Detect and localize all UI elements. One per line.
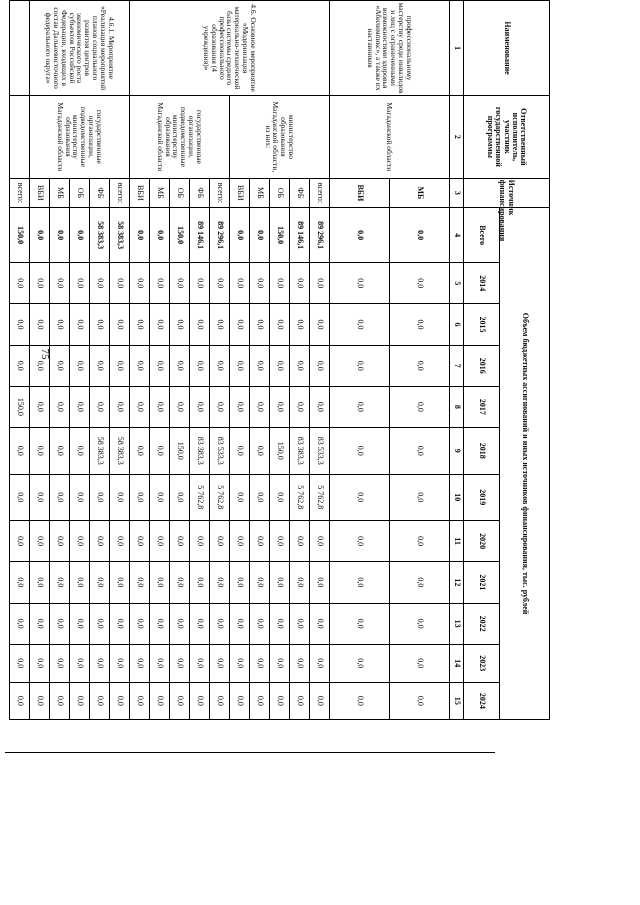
value-cell: 0,0 <box>230 474 250 521</box>
value-cell: 0,0 <box>310 562 330 603</box>
value-cell: 5 762,8 <box>310 474 330 521</box>
header-year: 2023 <box>464 644 500 682</box>
value-cell: 0,0 <box>330 345 390 386</box>
table-row <box>110 1 130 720</box>
header-total: Всего <box>464 208 500 263</box>
source-cell: всего: <box>10 178 30 208</box>
value-cell: 0,0 <box>70 263 90 304</box>
value-cell: 0,0 <box>150 428 170 475</box>
value-cell: 0,0 <box>330 428 390 475</box>
value-cell: 0,0 <box>10 521 30 562</box>
value-cell: 0,0 <box>70 304 90 345</box>
source-cell: ОБ <box>270 178 290 208</box>
value-cell: 0,0 <box>90 521 110 562</box>
source-cell: всего: <box>210 178 230 208</box>
budget-table <box>9 0 550 720</box>
value-cell: 0,0 <box>250 474 270 521</box>
value-cell: 0,0 <box>210 562 230 603</box>
value-cell: 0,0 <box>50 304 70 345</box>
source-cell: всего: <box>110 178 130 208</box>
value-cell: 5 762,8 <box>290 474 310 521</box>
value-cell: 58 383,3 <box>110 428 130 475</box>
item-name: 4.6.1. Мероприятие «Реализация мероприятий планов социального развития центров экономического роста субъектов Российской Федерации, входящих в состав Дальневосточного федерального округа» <box>30 1 130 96</box>
value-cell: 0,0 <box>190 644 210 682</box>
value-cell: 0,0 <box>250 208 270 263</box>
value-cell: 0,0 <box>190 263 210 304</box>
value-cell: 0,0 <box>270 682 290 719</box>
header-year: 2019 <box>464 474 500 521</box>
value-cell: 0,0 <box>110 345 130 386</box>
value-cell: 0,0 <box>250 682 270 719</box>
value-cell: 0,0 <box>270 474 290 521</box>
source-cell: ВБИ <box>330 178 390 208</box>
value-cell: 0,0 <box>90 562 110 603</box>
header-name: Наименование <box>464 1 550 96</box>
value-cell: 0,0 <box>90 345 110 386</box>
value-cell: 0,0 <box>270 562 290 603</box>
source-cell: ОБ <box>170 178 190 208</box>
value-cell: 0,0 <box>110 682 130 719</box>
value-cell: 0,0 <box>150 386 170 427</box>
value-cell: 0,0 <box>190 682 210 719</box>
value-cell: 0,0 <box>170 345 190 386</box>
value-cell: 0,0 <box>170 263 190 304</box>
value-cell: 0,0 <box>170 386 190 427</box>
empty-cell <box>10 96 30 178</box>
value-cell: 0,0 <box>210 345 230 386</box>
value-cell: 0,0 <box>90 603 110 644</box>
value-cell: 0,0 <box>330 474 390 521</box>
source-cell: МБ <box>50 178 70 208</box>
value-cell: 0,0 <box>110 304 130 345</box>
value-cell: 0,0 <box>330 386 390 427</box>
value-cell: 0,0 <box>10 474 30 521</box>
value-cell: 0,0 <box>250 263 270 304</box>
value-cell: 0,0 <box>230 562 250 603</box>
header-year: 2016 <box>464 345 500 386</box>
value-cell: 0,0 <box>310 603 330 644</box>
source-cell: ФБ <box>290 178 310 208</box>
value-cell: 0,0 <box>390 304 450 345</box>
value-cell: 0,0 <box>50 644 70 682</box>
value-cell: 0,0 <box>50 562 70 603</box>
value-cell: 150,0 <box>270 428 290 475</box>
value-cell: 0,0 <box>110 386 130 427</box>
value-cell: 89 146,1 <box>290 208 310 263</box>
value-cell: 0,0 <box>130 682 150 719</box>
value-cell: 0,0 <box>290 682 310 719</box>
value-cell: 0,0 <box>230 304 250 345</box>
value-cell: 0,0 <box>50 428 70 475</box>
column-number: 12 <box>450 562 464 603</box>
value-cell: 0,0 <box>250 603 270 644</box>
value-cell: 0,0 <box>390 208 450 263</box>
value-cell: 0,0 <box>30 474 50 521</box>
value-cell: 0,0 <box>290 521 310 562</box>
value-cell: 0,0 <box>390 428 450 475</box>
value-cell: 0,0 <box>10 644 30 682</box>
value-cell: 0,0 <box>30 521 50 562</box>
value-cell: 0,0 <box>290 345 310 386</box>
source-cell: МБ <box>150 178 170 208</box>
value-cell: 0,0 <box>30 386 50 427</box>
value-cell: 0,0 <box>30 644 50 682</box>
value-cell: 0,0 <box>270 263 290 304</box>
header-year: 2015 <box>464 304 500 345</box>
value-cell: 0,0 <box>230 603 250 644</box>
value-cell: 58 383,3 <box>110 208 130 263</box>
value-cell: 0,0 <box>210 304 230 345</box>
value-cell: 0,0 <box>50 208 70 263</box>
value-cell: 150,0 <box>270 208 290 263</box>
value-cell: 0,0 <box>130 208 150 263</box>
value-cell: 0,0 <box>310 521 330 562</box>
item-responsible: государственные организации, подведомственные министерству образования Магаданской области <box>30 96 130 178</box>
value-cell: 0,0 <box>50 682 70 719</box>
table-row <box>390 1 450 720</box>
item-name: 4.6. Основное мероприятие «Модернизация материально-технической базы системы среднего профессионального образования (4 учреждения)» <box>130 1 330 96</box>
value-cell: 0,0 <box>330 682 390 719</box>
empty-cell <box>10 1 30 96</box>
value-cell: 0,0 <box>150 208 170 263</box>
value-cell: 0,0 <box>170 474 190 521</box>
value-cell: 0,0 <box>250 644 270 682</box>
value-cell: 5 762,8 <box>190 474 210 521</box>
value-cell: 0,0 <box>30 428 50 475</box>
value-cell: 0,0 <box>150 474 170 521</box>
value-cell: 0,0 <box>70 682 90 719</box>
column-number: 10 <box>450 474 464 521</box>
value-cell: 0,0 <box>110 644 130 682</box>
value-cell: 0,0 <box>150 603 170 644</box>
value-cell: 0,0 <box>10 562 30 603</box>
value-cell: 0,0 <box>290 386 310 427</box>
value-cell: 0,0 <box>210 644 230 682</box>
value-cell: 0,0 <box>270 644 290 682</box>
value-cell: 0,0 <box>90 386 110 427</box>
value-cell: 0,0 <box>290 562 310 603</box>
header-volume: Объем бюджетных ассигнований и иных источников финансирования, тыс. рублей <box>500 208 550 720</box>
value-cell: 0,0 <box>70 644 90 682</box>
value-cell: 0,0 <box>390 345 450 386</box>
value-cell: 0,0 <box>150 521 170 562</box>
value-cell: 0,0 <box>130 603 150 644</box>
value-cell: 0,0 <box>250 386 270 427</box>
value-cell: 0,0 <box>290 603 310 644</box>
value-cell: 0,0 <box>110 603 130 644</box>
value-cell: 0,0 <box>90 304 110 345</box>
value-cell: 0,0 <box>170 682 190 719</box>
value-cell: 0,0 <box>90 644 110 682</box>
value-cell: 0,0 <box>310 644 330 682</box>
value-cell: 0,0 <box>270 386 290 427</box>
value-cell: 0,0 <box>10 304 30 345</box>
value-cell: 150,0 <box>10 386 30 427</box>
value-cell: 0,0 <box>330 521 390 562</box>
value-cell: 150,0 <box>170 208 190 263</box>
value-cell: 0,0 <box>190 603 210 644</box>
item-responsible: государственные организации, подведомственные министерству образования Магаданской области <box>130 96 230 178</box>
value-cell: 0,0 <box>270 345 290 386</box>
value-cell: 0,0 <box>230 682 250 719</box>
value-cell: 0,0 <box>250 428 270 475</box>
value-cell: 0,0 <box>90 474 110 521</box>
value-cell: 0,0 <box>310 386 330 427</box>
value-cell: 83 533,3 <box>210 428 230 475</box>
value-cell: 0,0 <box>50 345 70 386</box>
item-name: профессиональному мастерству среди инвалидов и лиц с ограниченными возможностями здоровья «Абилимпикс», а также их наставников <box>330 1 450 96</box>
value-cell: 0,0 <box>210 603 230 644</box>
column-number: 4 <box>450 208 464 263</box>
value-cell: 0,0 <box>290 304 310 345</box>
value-cell: 0,0 <box>330 644 390 682</box>
value-cell: 0,0 <box>170 562 190 603</box>
value-cell: 0,0 <box>10 603 30 644</box>
value-cell: 0,0 <box>70 345 90 386</box>
value-cell: 0,0 <box>50 474 70 521</box>
value-cell: 0,0 <box>230 521 250 562</box>
value-cell: 0,0 <box>150 304 170 345</box>
value-cell: 0,0 <box>70 428 90 475</box>
value-cell: 0,0 <box>390 603 450 644</box>
item-responsible: министерство образования Магаданской области, из них: <box>230 96 330 178</box>
value-cell: 0,0 <box>10 345 30 386</box>
value-cell: 0,0 <box>30 208 50 263</box>
table-row <box>210 1 230 720</box>
value-cell: 0,0 <box>70 474 90 521</box>
header-year: 2020 <box>464 521 500 562</box>
column-number: 5 <box>450 263 464 304</box>
value-cell: 0,0 <box>190 345 210 386</box>
page-number: 75 <box>39 348 51 360</box>
header-year: 2021 <box>464 562 500 603</box>
value-cell: 0,0 <box>170 521 190 562</box>
value-cell: 0,0 <box>50 263 70 304</box>
value-cell: 0,0 <box>230 208 250 263</box>
value-cell: 0,0 <box>150 263 170 304</box>
value-cell: 0,0 <box>390 521 450 562</box>
value-cell: 0,0 <box>390 644 450 682</box>
value-cell: 0,0 <box>70 562 90 603</box>
header-year: 2018 <box>464 428 500 475</box>
column-number: 9 <box>450 428 464 475</box>
value-cell: 0,0 <box>330 304 390 345</box>
value-cell: 58 383,3 <box>90 208 110 263</box>
value-cell: 0,0 <box>130 562 150 603</box>
value-cell: 0,0 <box>190 562 210 603</box>
value-cell: 89 296,1 <box>210 208 230 263</box>
source-cell: ФБ <box>90 178 110 208</box>
value-cell: 0,0 <box>30 562 50 603</box>
value-cell: 0,0 <box>210 263 230 304</box>
column-number: 1 <box>450 1 464 96</box>
column-number: 14 <box>450 644 464 682</box>
value-cell: 0,0 <box>310 682 330 719</box>
table-row <box>310 1 330 720</box>
value-cell: 0,0 <box>270 304 290 345</box>
value-cell: 0,0 <box>30 682 50 719</box>
value-cell: 83 533,3 <box>310 428 330 475</box>
value-cell: 0,0 <box>330 263 390 304</box>
header-responsible: Ответственный исполнитель, участник государственной программы <box>464 96 550 178</box>
value-cell: 0,0 <box>110 562 130 603</box>
value-cell: 0,0 <box>50 603 70 644</box>
value-cell: 89 296,1 <box>310 208 330 263</box>
source-cell: ФБ <box>190 178 210 208</box>
value-cell: 0,0 <box>50 386 70 427</box>
value-cell: 0,0 <box>110 521 130 562</box>
value-cell: 0,0 <box>130 644 150 682</box>
header-year: 2014 <box>464 263 500 304</box>
table-row <box>10 1 30 720</box>
value-cell: 0,0 <box>90 682 110 719</box>
value-cell: 0,0 <box>390 562 450 603</box>
value-cell: 0,0 <box>10 682 30 719</box>
column-number: 11 <box>450 521 464 562</box>
value-cell: 0,0 <box>30 345 50 386</box>
value-cell: 0,0 <box>110 474 130 521</box>
value-cell: 0,0 <box>30 263 50 304</box>
value-cell: 0,0 <box>210 386 230 427</box>
value-cell: 0,0 <box>10 263 30 304</box>
value-cell: 0,0 <box>230 345 250 386</box>
value-cell: 0,0 <box>290 263 310 304</box>
value-cell: 0,0 <box>230 428 250 475</box>
header-year: 2024 <box>464 682 500 719</box>
value-cell: 0,0 <box>330 603 390 644</box>
value-cell: 0,0 <box>70 386 90 427</box>
value-cell: 0,0 <box>50 521 70 562</box>
header-source: Источник финансирования <box>464 178 550 208</box>
value-cell: 0,0 <box>330 562 390 603</box>
value-cell: 150,0 <box>10 208 30 263</box>
value-cell: 58 383,3 <box>90 428 110 475</box>
column-number: 13 <box>450 603 464 644</box>
value-cell: 83 383,3 <box>190 428 210 475</box>
source-cell: МБ <box>390 178 450 208</box>
value-cell: 0,0 <box>250 345 270 386</box>
column-number: 2 <box>450 96 464 178</box>
value-cell: 0,0 <box>170 304 190 345</box>
value-cell: 0,0 <box>190 304 210 345</box>
value-cell: 0,0 <box>190 521 210 562</box>
value-cell: 0,0 <box>30 304 50 345</box>
source-cell: ВБИ <box>30 178 50 208</box>
value-cell: 0,0 <box>250 304 270 345</box>
value-cell: 0,0 <box>230 263 250 304</box>
value-cell: 0,0 <box>210 521 230 562</box>
value-cell: 0,0 <box>230 644 250 682</box>
value-cell: 0,0 <box>390 263 450 304</box>
value-cell: 0,0 <box>70 603 90 644</box>
value-cell: 0,0 <box>210 682 230 719</box>
value-cell: 0,0 <box>150 345 170 386</box>
item-responsible: Магаданской области <box>330 96 450 178</box>
source-cell: МБ <box>250 178 270 208</box>
value-cell: 0,0 <box>130 386 150 427</box>
value-cell: 0,0 <box>310 345 330 386</box>
value-cell: 0,0 <box>270 603 290 644</box>
value-cell: 0,0 <box>150 562 170 603</box>
value-cell: 0,0 <box>130 263 150 304</box>
value-cell: 0,0 <box>390 386 450 427</box>
value-cell: 0,0 <box>310 304 330 345</box>
source-cell: ОБ <box>70 178 90 208</box>
value-cell: 0,0 <box>230 386 250 427</box>
value-cell: 0,0 <box>130 474 150 521</box>
value-cell: 0,0 <box>130 428 150 475</box>
value-cell: 0,0 <box>390 682 450 719</box>
divider-line <box>5 752 495 753</box>
column-number: 7 <box>450 345 464 386</box>
value-cell: 0,0 <box>90 263 110 304</box>
value-cell: 5 762,8 <box>210 474 230 521</box>
value-cell: 0,0 <box>70 521 90 562</box>
column-number: 8 <box>450 386 464 427</box>
value-cell: 0,0 <box>250 521 270 562</box>
value-cell: 83 383,3 <box>290 428 310 475</box>
value-cell: 0,0 <box>70 208 90 263</box>
header-year: 2017 <box>464 386 500 427</box>
value-cell: 0,0 <box>150 682 170 719</box>
value-cell: 0,0 <box>130 345 150 386</box>
value-cell: 0,0 <box>250 562 270 603</box>
column-number: 6 <box>450 304 464 345</box>
value-cell: 0,0 <box>290 644 310 682</box>
value-cell: 0,0 <box>310 263 330 304</box>
value-cell: 0,0 <box>10 428 30 475</box>
value-cell: 0,0 <box>190 386 210 427</box>
value-cell: 0,0 <box>150 644 170 682</box>
value-cell: 89 146,1 <box>190 208 210 263</box>
value-cell: 0,0 <box>170 644 190 682</box>
value-cell: 0,0 <box>110 263 130 304</box>
column-number: 3 <box>450 178 464 208</box>
value-cell: 0,0 <box>390 474 450 521</box>
value-cell: 0,0 <box>170 603 190 644</box>
source-cell: ВБИ <box>130 178 150 208</box>
value-cell: 0,0 <box>130 521 150 562</box>
value-cell: 150,0 <box>170 428 190 475</box>
value-cell: 0,0 <box>30 603 50 644</box>
column-number: 15 <box>450 682 464 719</box>
value-cell: 0,0 <box>270 521 290 562</box>
value-cell: 0,0 <box>130 304 150 345</box>
header-year: 2022 <box>464 603 500 644</box>
source-cell: всего: <box>310 178 330 208</box>
value-cell: 0,0 <box>330 208 390 263</box>
source-cell: ВБИ <box>230 178 250 208</box>
